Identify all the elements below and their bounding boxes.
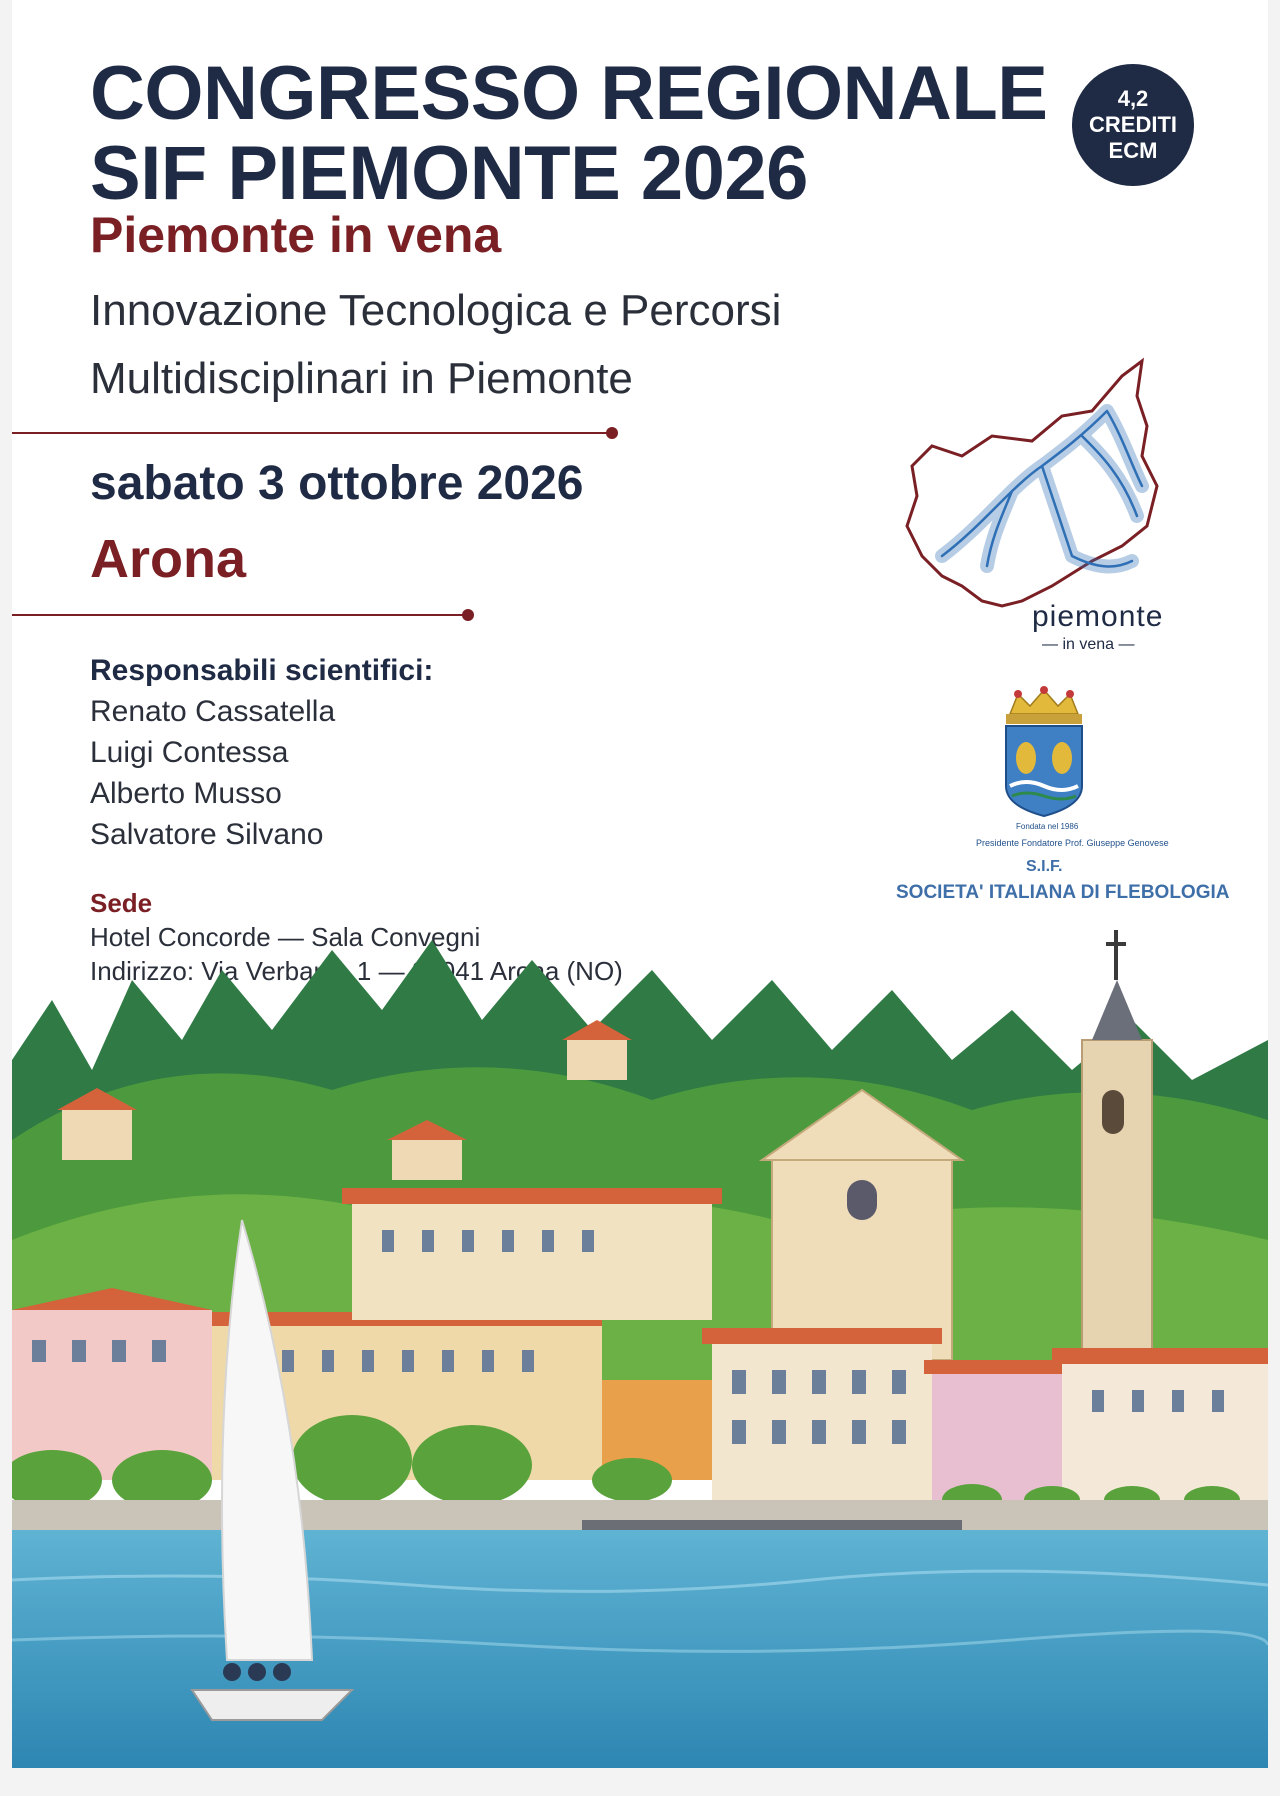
- tagline: [90, 277, 781, 413]
- badge-value: 4,2: [1117, 86, 1149, 111]
- sif-founded: Fondata nel 1986: [1016, 822, 1079, 831]
- title-line-2: SIF PIEMONTE 2026: [90, 131, 808, 216]
- committee-member: Alberto Musso: [90, 777, 282, 810]
- committee-member: Renato Cassatella: [90, 695, 336, 728]
- scientific-committee: [90, 650, 433, 855]
- committee-member: Salvatore Silvano: [90, 818, 324, 851]
- page-title: [90, 51, 1048, 216]
- divider-bottom: [12, 614, 468, 616]
- sif-crest-icon: [996, 686, 1092, 822]
- sif-abbreviation: S.I.F.: [1026, 858, 1063, 875]
- arona-lake-illustration-icon: [12, 920, 1268, 1768]
- piemonte-logo-word: piemonte: [1032, 600, 1164, 633]
- venue-heading: Sede: [90, 888, 153, 918]
- subtitle: Piemonte in vena: [90, 207, 502, 263]
- poster: [12, 0, 1268, 1768]
- badge-line-2: ECM: [1108, 138, 1158, 163]
- tagline-line-1: Innovazione Tecnologica e Percorsi: [90, 286, 782, 335]
- title-line-1: CONGRESSO REGIONALE: [90, 51, 1048, 136]
- committee-heading: Responsabili scientifici:: [90, 654, 434, 687]
- piemonte-logo-sub: — in vena —: [1042, 636, 1135, 653]
- divider-top: [12, 432, 612, 434]
- event-date: sabato 3 ottobre 2026: [90, 457, 584, 510]
- ecm-credits-badge: [1072, 64, 1194, 186]
- sif-founder: Presidente Fondatore Prof. Giuseppe Genovese: [976, 838, 1169, 848]
- tagline-line-2: Multidisciplinari in Piemonte: [90, 354, 633, 403]
- sif-full-name: SOCIETA' ITALIANA DI FLEBOLOGIA: [896, 882, 1230, 903]
- event-city: Arona: [90, 529, 247, 589]
- badge-line-1: CREDITI: [1089, 112, 1177, 137]
- venue-address: Indirizzo: Via Verbano, 1 — 28041 Arona (NO): [90, 956, 623, 986]
- committee-member: Luigi Contessa: [90, 736, 289, 769]
- venue-name: Hotel Concorde — Sala Convegni: [90, 922, 481, 952]
